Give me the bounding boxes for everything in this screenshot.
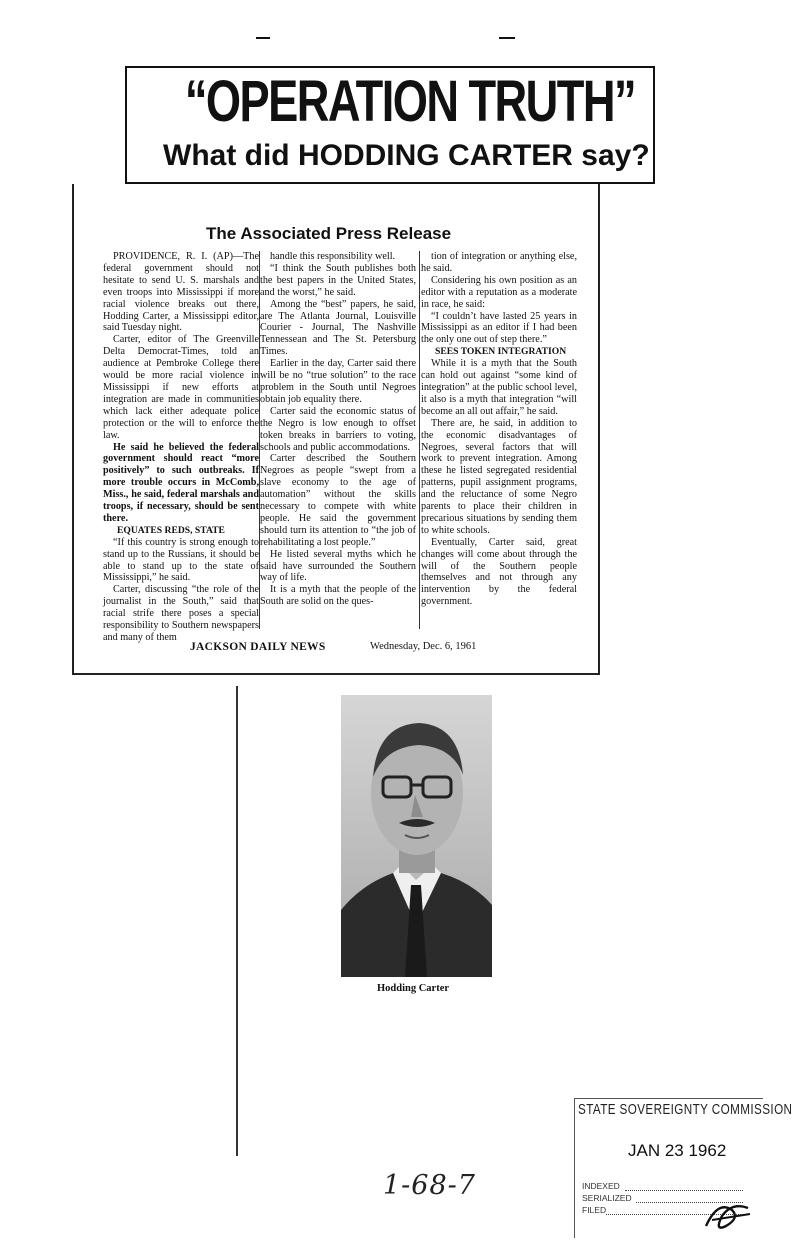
article-bottom-rule: [72, 673, 600, 675]
stamp-date: JAN 23 1962: [628, 1141, 727, 1160]
article-paragraph: “If this country is strong enough to stand up to the Russians, it should be able to stand up to the state of Mississippi,” he said.: [103, 536, 259, 584]
photo-caption: Hodding Carter: [377, 983, 450, 994]
sub-headline: What did HODDING CARTER say?: [163, 139, 650, 172]
article-paragraph: Carter, editor of The Greenville Delta Democrat-Times, told an audience at Pembroke College there would be more racial violence in Mississippi if new efforts at integration are made in communities which lack either adequate police protection or the will to enforce the law.: [103, 334, 259, 441]
publication-date: Wednesday, Dec. 6, 1961: [370, 641, 477, 652]
article-subhead: EQUATES REDS, STATE: [117, 524, 225, 536]
article-paragraph: handle this responsibility well.: [270, 251, 396, 262]
article-paragraph: “I think the South publishes both the best papers in the United States, and the worst,” he said.: [260, 262, 416, 298]
article-paragraph: Carter described the Southern Negroes as people “swept from a slave economy to the age of automation” without the skills necessary to compete with white people. He said the government should turn its attention to “the job of rehabilitating a lost people.”: [260, 453, 416, 548]
article-paragraph: He listed several myths which he said have surrounded the Southern way of life.: [260, 548, 416, 584]
article-paragraph: While it is a myth that the South can hold out against “some kind of integration” at the public school level, it also is a myth that integration “will become an all out affair,” he said.: [421, 358, 577, 417]
handwritten-file-number: 1-68-7: [383, 1170, 476, 1201]
article-column-3: [421, 251, 577, 608]
stamp-serialized-label: SERIALIZED: [582, 1193, 632, 1203]
article-paragraph: He said he believed the federal government should react “more positively” to such outbreaks. If more trouble occurs in McComb, Miss., he said, federal marshals and troops, if necessary, should be sent there.: [103, 441, 259, 524]
top-mark-right: [499, 37, 515, 39]
initials-signature: [700, 1196, 755, 1236]
article-paragraph: Earlier in the day, Carter said there will be no “true solution” to the race problem in the South until Negroes obtain job equality there.: [260, 358, 416, 405]
article-paragraph: It is a myth that the people of the South are solid on the ques-: [260, 584, 416, 608]
main-headline: “OPERATION TRUTH”: [184, 69, 636, 134]
article-paragraph: Carter said the economic status of the Negro is low enough to offset token breaks in barriers to voting, schools and public accommodations.: [260, 405, 416, 453]
article-column-1: [103, 251, 259, 644]
portrait-image: [341, 695, 492, 977]
article-paragraph: Considering his own position as an editor with a reputation as a moderate in race, he said:: [421, 274, 577, 310]
column-divider: [419, 251, 420, 629]
portrait-photo: [341, 695, 492, 977]
top-mark-left: [256, 37, 270, 39]
article-paragraph: PROVIDENCE, R. I. (AP)—The federal government should not hesitate to send U. S. marshals and even troops into Mississippi if more racial violence breaks out there, Hodding Carter, a Mississippi editor, said Tuesday night.: [103, 251, 259, 334]
stamp-filed-label: FILED: [582, 1205, 607, 1215]
stamp-indexed-line: [625, 1190, 743, 1191]
clipping-edge: [236, 686, 238, 1156]
stamp-indexed-label: INDEXED: [582, 1181, 620, 1191]
article-paragraph: “I couldn’t have lasted 25 years in Mississippi as an editor if I had been the only one out of step there.”: [421, 310, 577, 346]
article-paragraph: Carter, discussing “the role of the journalist in the South,” said that racial strife there poses a special responsibility to Southern newspapers and many of them: [103, 584, 259, 643]
headline-box: [125, 66, 655, 184]
article-paragraph: tion of integration or anything else, he said.: [421, 251, 577, 274]
article-subhead: SEES TOKEN INTEGRATION: [435, 346, 567, 358]
article-paragraph: Among the “best” papers, he said, are The Atlanta Journal, Louisville Courier - Journal, The Nashville Tennessean and The St. Petersburg Times.: [260, 298, 416, 358]
article-paragraph: There are, he said, in addition to the economic disadvantages of Negroes, several factors that will work to prevent integration. Among these he listed segregated residential patterns, pupil assignment programs, and the reluctance of some Negro parents to place their children in precarious situations by sending them to white schools.: [421, 417, 577, 536]
article-paragraph: Eventually, Carter said, great changes will come about through the will of the Southern people themselves and not through any intervention by the federal government.: [421, 536, 577, 608]
article-heading: The Associated Press Release: [206, 224, 452, 243]
article-column-2: [260, 251, 416, 608]
newspaper-name: JACKSON DAILY NEWS: [190, 641, 326, 653]
stamp-title: STATE SOVEREIGNTY COMMISSION: [578, 1101, 792, 1118]
